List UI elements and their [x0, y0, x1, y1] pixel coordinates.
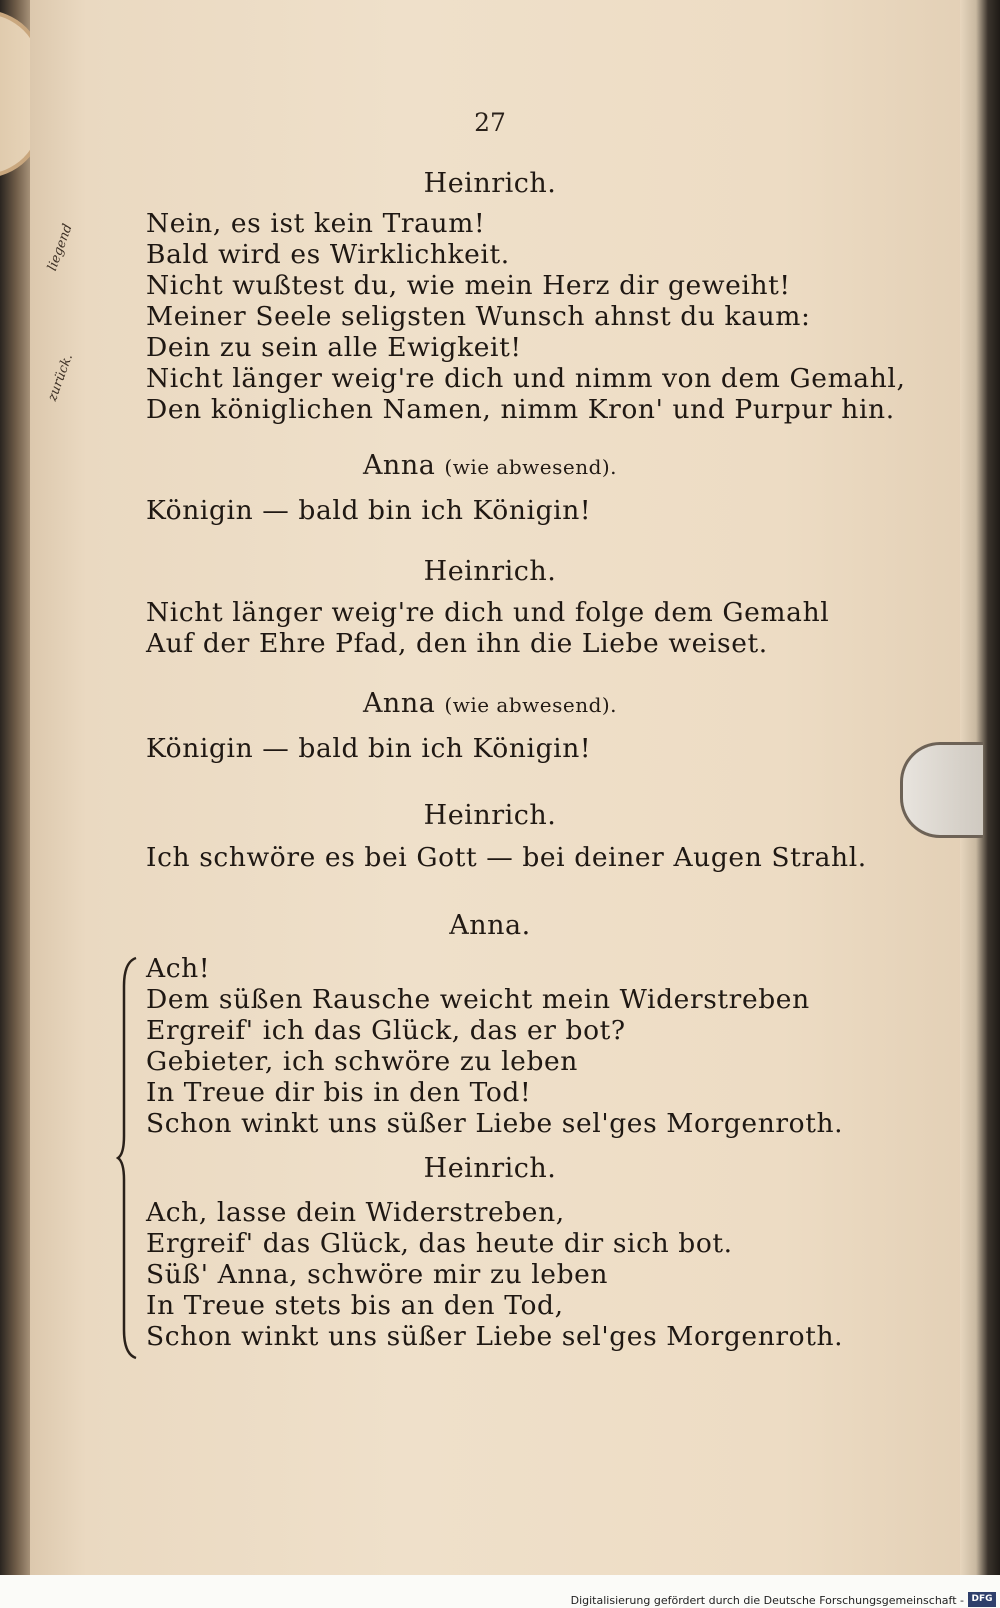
speaker-heading	[30, 168, 950, 199]
verse-line: Nein, es ist kein Traum!	[146, 208, 486, 239]
verse-line: Bald wird es Wirklichkeit.	[146, 239, 510, 270]
stage-direction: (wie abwesend).	[444, 455, 618, 479]
speaker-name: Heinrich.	[423, 800, 557, 831]
verse-line: In Treue stets bis an den Tod,	[146, 1290, 564, 1321]
verse-line: Ergreif' das Glück, das heute dir sich bot.	[146, 1228, 733, 1259]
verse-block	[146, 1197, 843, 1352]
verse-line: Nicht länger weig're dich und folge dem Gemahl	[146, 597, 830, 628]
speaker-heading	[30, 450, 950, 481]
speaker-name: Anna	[362, 688, 436, 719]
verse-line: Süß' Anna, schwöre mir zu leben	[146, 1259, 609, 1290]
verse-line: Königin — bald bin ich Königin!	[146, 495, 592, 526]
speaker-heading	[30, 910, 950, 941]
speaker-name: Heinrich.	[423, 168, 557, 199]
verse-line: Meiner Seele seligsten Wunsch ahnst du kaum:	[146, 301, 811, 332]
margin-note-1: liegend	[44, 222, 76, 273]
speaker-name: Anna	[362, 450, 436, 481]
verse-line: Ich schwöre es bei Gott — bei deiner Augen Strahl.	[146, 842, 867, 873]
verse-line: Nicht länger weig're dich und nimm von dem Gemahl,	[146, 363, 906, 394]
verse-line: Schon winkt uns süßer Liebe sel'ges Morgenroth.	[146, 1321, 844, 1352]
verse-block	[146, 953, 843, 1139]
verse-block	[146, 495, 591, 526]
speaker-name: Anna.	[449, 910, 531, 941]
dfg-logo: DFG	[968, 1592, 996, 1607]
verse-line: Ergreif' ich das Glück, das er bot?	[146, 1015, 626, 1046]
verse-line: Schon winkt uns süßer Liebe sel'ges Morgenroth.	[146, 1108, 844, 1139]
book-page	[30, 0, 968, 1575]
margin-note-2: zurück.	[45, 351, 77, 404]
verse-line: Gebieter, ich schwöre zu leben	[146, 1046, 578, 1077]
verse-line: Ach, lasse dein Widerstreben,	[146, 1197, 565, 1228]
speaker-heading	[30, 800, 950, 831]
verse-line: Königin — bald bin ich Königin!	[146, 733, 592, 764]
speaker-heading	[30, 1153, 950, 1184]
verse-block	[146, 842, 867, 873]
speaker-name: Heinrich.	[423, 1153, 557, 1184]
verse-line: Nicht wußtest du, wie mein Herz dir geweiht!	[146, 270, 791, 301]
speaker-heading	[30, 556, 950, 587]
verse-line: Dem süßen Rausche weicht mein Widerstreben	[146, 984, 810, 1015]
stage-direction: (wie abwesend).	[444, 693, 618, 717]
verse-line: Auf der Ehre Pfad, den ihn die Liebe weiset.	[146, 628, 768, 659]
verse-line: In Treue dir bis in den Tod!	[146, 1077, 532, 1108]
verse-block	[146, 733, 591, 764]
verse-line: Dein zu sein alle Ewigkeit!	[146, 332, 522, 363]
page-number: 27	[474, 108, 506, 137]
footer-bar	[0, 1578, 1000, 1608]
speaker-heading	[30, 688, 950, 719]
verse-line: Den königlichen Namen, nimm Kron' und Purpur hin.	[146, 394, 895, 425]
funding-notice: Digitalisierung gefördert durch die Deutsche Forschungsgemeinschaft -	[570, 1594, 964, 1607]
verse-block	[146, 597, 829, 659]
verse-line: Ach!	[146, 953, 211, 984]
speaker-name: Heinrich.	[423, 556, 557, 587]
paper-clip	[900, 742, 983, 838]
verse-block	[146, 208, 905, 425]
duet-brace	[116, 956, 140, 1360]
